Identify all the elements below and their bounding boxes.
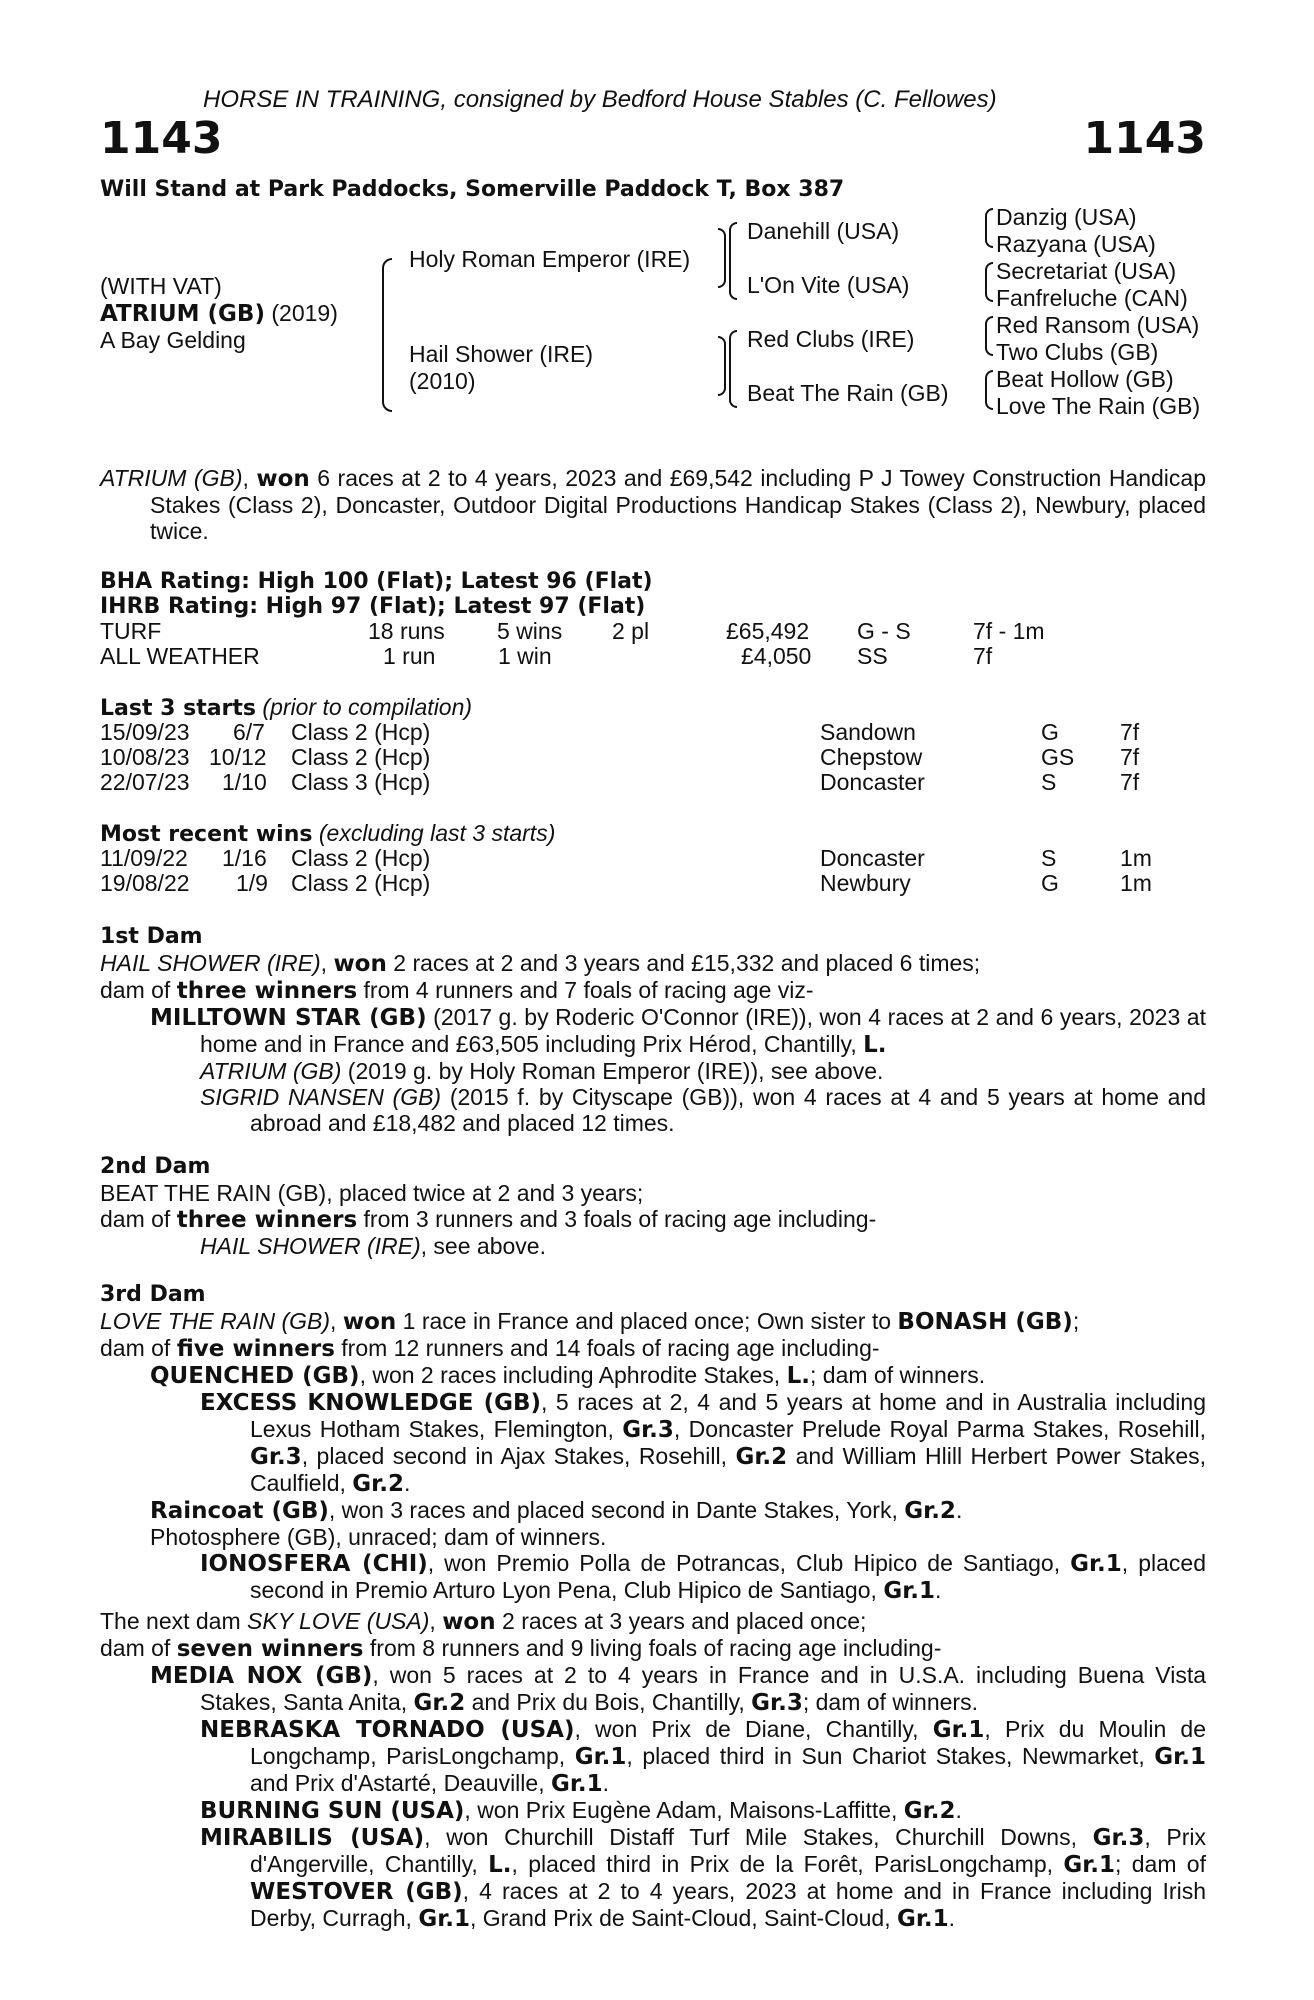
bracket	[382, 258, 392, 412]
first-dam-section: 1st Dam HAIL SHOWER (IRE), won 2 races at 2 and 3 years and £15,332 and placed 6 times; dam of three winners from 4 runners and 7 foals of racing age viz- MILLTOWN STAR (GB) (2017 g. by Roderic O'Connor (IRE)), won 4 races at 2 and 6 years, 2023 at home and in France and £63,505 including Prix Hérod, Chantilly, L. ATRIUM (GB) (2019 g. by Holy Roman Emperor (IRE)), see above. SIGRID NANSEN (GB) (2015 f. by Cityscape (GB)), won 4 races at 4 and 5 years at home and abroad and £18,482 and placed 12 times.	[100, 924, 1207, 1136]
vat-note: (WITH VAT)	[100, 273, 222, 299]
fourth-gen-5: Red Ransom (USA)	[996, 312, 1200, 338]
section-heading: 3rd Dam	[100, 1282, 206, 1307]
bracket	[985, 208, 993, 248]
turf-going: G - S	[857, 618, 911, 644]
bracket	[718, 228, 726, 288]
lot-number-right: 1143	[1083, 113, 1206, 164]
fourth-gen-8: Love The Rain (GB)	[996, 393, 1201, 419]
dam: Hail Shower (IRE)	[409, 341, 594, 367]
turf-surface: TURF	[100, 618, 162, 644]
sire-sire: Danehill (USA)	[747, 218, 900, 244]
bha-rating: BHA Rating: High 100 (Flat); Latest 96 (Flat)	[100, 569, 653, 594]
produce-entry: IONOSFERA (CHI), won Premio Polla de Potrancas, Club Hipico de Santiago, Gr.1, placed second in Premio Arturo Lyon Pena, Club Hipico de Santiago, Gr.1.	[200, 1550, 1206, 1604]
bracket	[985, 262, 993, 302]
aw-surface: ALL WEATHER	[100, 643, 260, 669]
turf-wins: 5 wins	[497, 618, 563, 644]
produce-entry: MIRABILIS (USA), won Churchill Distaff Turf Mile Stakes, Churchill Downs, Gr.3, Prix d'Angerville, Chantilly, L., placed third in Prix de la Forêt, ParisLongchamp, Gr.1; dam of WESTOVER (GB), 4 races at 2 to 4 years, 2023 at home and in France including Irish Derby, Curragh, Gr.1, Grand Prix de Saint-Cloud, Saint-Cloud, Gr.1.	[200, 1824, 1206, 1932]
dam-dam: Beat The Rain (GB)	[747, 380, 949, 406]
produce-entry: BURNING SUN (USA), won Prix Eugène Adam, Maisons-Laffitte, Gr.2.	[200, 1797, 962, 1824]
table-row: 11/09/22	[100, 845, 188, 871]
aw-distance: 7f	[973, 643, 993, 669]
turf-distance: 7f - 1m	[973, 618, 1045, 644]
last-starts-heading: Last 3 starts (prior to compilation)	[100, 694, 473, 721]
turf-placed: 2 pl	[612, 618, 650, 644]
table-row: 22/07/23	[100, 769, 190, 795]
aw-runs: 1 run	[383, 643, 436, 669]
fourth-gen-3: Secretariat (USA)	[996, 258, 1177, 284]
aw-prize-money: £4,050	[741, 643, 812, 669]
sire: Holy Roman Emperor (IRE)	[409, 246, 691, 272]
fourth-gen-6: Two Clubs (GB)	[996, 339, 1159, 365]
produce-entry: MEDIA NOX (GB), won 5 races at 2 to 4 years in France and in U.S.A. including Buena Vista Stakes, Santa Anita, Gr.2 and Prix du Bois, Chantilly, Gr.3; dam of winners.	[150, 1662, 1207, 1716]
bracket	[729, 222, 737, 300]
produce-entry: MILLTOWN STAR (GB) (2017 g. by Roderic O'Connor (IRE)), won 4 races at 2 and 6 years, 2023 at home and in France and £63,505 including Prix Hérod, Chantilly, L.	[150, 1004, 1206, 1058]
recent-wins-heading: Most recent wins (excluding last 3 starts)	[100, 820, 556, 847]
dam-year: (2010)	[409, 368, 476, 394]
aw-wins: 1 win	[498, 643, 552, 669]
bracket	[729, 330, 737, 408]
horse-description: A Bay Gelding	[100, 327, 246, 353]
stand-location: Will Stand at Park Paddocks, Somerville Paddock T, Box 387	[100, 177, 845, 202]
dam-sire: Red Clubs (IRE)	[747, 326, 915, 352]
turf-runs: 18 runs	[368, 618, 445, 644]
sire-dam: L'On Vite (USA)	[747, 272, 910, 298]
third-dam-section: 3rd Dam LOVE THE RAIN (GB), won 1 race in France and placed once; Own sister to BONASH (GB); dam of five winners from 12 runners and 14 foals of racing age including- QUENCHED (GB), won 2 races including Aphrodite Stakes, L.; dam of winners. EXCESS KNOWLEDGE (GB), 5 races at 2, 4 and 5 years at home and in Australia including Lexus Hotham Stakes, Flemington, Gr.3, Doncaster Prelude Royal Parma Stakes, Rosehill, Gr.3, placed second in Ajax Stakes, Rosehill, Gr.2 and William Hlill Herbert Power Stakes, Caulfield, Gr.2. Raincoat (GB), won 3 races and placed second in Dante Stakes, York, Gr.2. Photosphere (GB), unraced; dam of winners. IONOSFERA (CHI), won Premio Polla de Potrancas, Club Hipico de Santiago, Gr.1, placed second in Premio Arturo Lyon Pena, Club Hipico de Santiago, Gr.1.	[100, 1282, 1206, 1604]
summary-paragraph: ATRIUM (GB), won 6 races at 2 to 4 years, 2023 and £69,542 including P J Towey Construction Handicap Stakes (Class 2), Doncaster, Outdoor Digital Productions Handicap Stakes (Class 2), Newbury, placed twice.	[100, 465, 1206, 544]
aw-going: SS	[857, 643, 888, 669]
next-dam-section: The next dam SKY LOVE (USA), won 2 races at 3 years and placed once; dam of seven winners from 8 runners and 9 living foals of racing age including- MEDIA NOX (GB), won 5 races at 2 to 4 years in France and in U.S.A. including Buena Vista Stakes, Santa Anita, Gr.2 and Prix du Bois, Chantilly, Gr.3; dam of winners. NEBRASKA TORNADO (USA), won Prix de Diane, Chantilly, Gr.1, Prix du Moulin de Longchamp, ParisLongchamp, Gr.1, placed third in Sun Chariot Stakes, Newmarket, Gr.1 and Prix d'Astarté, Deauville, Gr.1. BURNING SUN (USA), won Prix Eugène Adam, Maisons-Laffitte, Gr.2. MIRABILIS (USA), won Churchill Distaff Turf Mile Stakes, Churchill Downs, Gr.3, Prix d'Angerville, Chantilly, L., placed third in Prix de la Forêt, ParisLongchamp, Gr.1; dam of WESTOVER (GB), 4 races at 2 to 4 years, 2023 at home and in France including Irish Derby, Curragh, Gr.1, Grand Prix de Saint-Cloud, Saint-Cloud, Gr.1.	[100, 1608, 1207, 1932]
horse-name: ATRIUM (GB)	[100, 301, 265, 327]
consignor-line: HORSE IN TRAINING, consigned by Bedford House Stables (C. Fellowes)	[203, 86, 997, 113]
turf-prize-money: £65,492	[726, 618, 810, 644]
produce-entry: QUENCHED (GB), won 2 races including Aphrodite Stakes, L.; dam of winners.	[150, 1362, 986, 1389]
second-dam-section: 2nd Dam BEAT THE RAIN (GB), placed twice at 2 and 3 years; dam of three winners from 3 runners and 3 foals of racing age including- HAIL SHOWER (IRE), see above.	[100, 1152, 1206, 1259]
bracket	[718, 336, 726, 396]
ihrb-rating: IHRB Rating: High 97 (Flat); Latest 97 (Flat)	[100, 594, 646, 619]
produce-entry: Raincoat (GB), won 3 races and placed second in Dante Stakes, York, Gr.2.	[150, 1497, 963, 1524]
summary-horse-name: ATRIUM (GB)	[100, 465, 243, 491]
horse-name-line	[100, 300, 338, 327]
section-heading: 1st Dam	[100, 924, 203, 949]
bracket	[985, 370, 993, 410]
produce-entry: ATRIUM (GB) (2019 g. by Holy Roman Emperor (IRE)), see above.	[200, 1058, 884, 1084]
produce-entry: SIGRID NANSEN (GB) (2015 f. by Cityscape (GB)), won 4 races at 4 and 5 years at home and abroad and £18,482 and placed 12 times.	[200, 1084, 1207, 1136]
produce-entry: Photosphere (GB), unraced; dam of winners.	[150, 1524, 607, 1550]
section-heading: 2nd Dam	[100, 1154, 211, 1179]
fourth-gen-2: Razyana (USA)	[996, 231, 1156, 257]
table-row: 10/08/23	[100, 744, 190, 770]
fourth-gen-4: Fanfreluche (CAN)	[996, 285, 1188, 311]
produce-entry: EXCESS KNOWLEDGE (GB), 5 races at 2, 4 and 5 years at home and in Australia including Lexus Hotham Stakes, Flemington, Gr.3, Doncaster Prelude Royal Parma Stakes, Rosehill, Gr.3, placed second in Ajax Stakes, Rosehill, Gr.2 and William Hlill Herbert Power Stakes, Caulfield, Gr.2.	[200, 1389, 1206, 1497]
produce-entry: NEBRASKA TORNADO (USA), won Prix de Diane, Chantilly, Gr.1, Prix du Moulin de Longchamp, ParisLongchamp, Gr.1, placed third in Sun Chariot Stakes, Newmarket, Gr.1 and Prix d'Astarté, Deauville, Gr.1.	[200, 1716, 1206, 1797]
horse-summary	[100, 465, 1206, 544]
produce-entry: HAIL SHOWER (IRE), see above.	[200, 1233, 546, 1259]
table-row: 15/09/23	[100, 719, 190, 745]
fourth-gen-7: Beat Hollow (GB)	[996, 366, 1174, 392]
bracket	[985, 316, 993, 356]
lot-number-left: 1143	[100, 113, 223, 164]
horse-year: (2019)	[271, 300, 338, 326]
table-row: 19/08/22	[100, 870, 190, 896]
fourth-gen-1: Danzig (USA)	[996, 204, 1137, 230]
